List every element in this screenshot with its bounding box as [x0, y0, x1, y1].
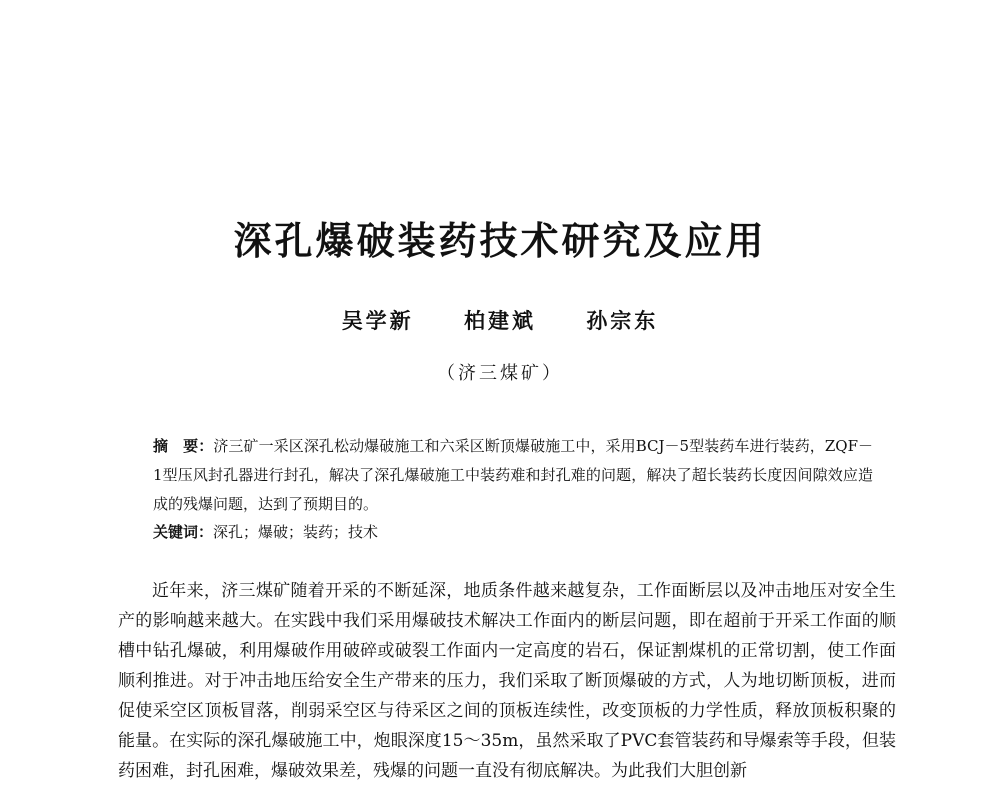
affiliation: （济三煤矿）	[437, 363, 563, 384]
keywords-text: 深孔；爆破；装药；技术	[213, 523, 379, 541]
body-paragraph: 近年来，济三煤矿随着开采的不断延深，地质条件越来越复杂，工作面断层以及冲击地压对安全生产的影响越来越大。在实践中我们采用爆破技术解决工作面内的断层问题，即在超前于开采工作面的顺槽中钻孔爆破，利用爆破作用破碎或破裂工作面内一定高度的岩石，保证割煤机的正常切割，使工作面顺利推进。对于冲击地压给安全生产带来的压力，我们采取了断顶爆破的方式，人为地切断顶板，进而促使采空区顶板冒落，削弱采空区与待采区之间的顶板连续性，改变顶板的力学性质，释放顶板积聚的能量。在实际的深孔爆破施工中，炮眼深度15～35m，虽然采取了PVC套管装药和导爆索等手段，但装药困难，封孔困难，爆破效果差，残爆的问题一直没有彻底解决。为此我们大胆创新	[118, 581, 896, 781]
abstract	[153, 432, 873, 519]
author-name: 吴学新	[341, 308, 414, 333]
abstract-label: 摘 要：	[153, 437, 214, 455]
abstract-text: 济三矿一采区深孔松动爆破施工和六采区断顶爆破施工中，采用BCJ－5型装药车进行装药，ZQF－1型压风封孔器进行封孔，解决了深孔爆破施工中装药难和封孔难的问题，解决了超长装药长度因间隙效应造成的残爆问题，达到了预期目的。	[153, 437, 873, 513]
author-name: 孙宗东	[586, 308, 659, 333]
keywords-label: 关键词：	[153, 523, 214, 541]
author-list	[0, 305, 1000, 335]
paper-title: 深孔爆破装药技术研究及应用	[233, 218, 767, 263]
author-name: 柏建斌	[464, 308, 536, 333]
keywords	[153, 518, 873, 547]
